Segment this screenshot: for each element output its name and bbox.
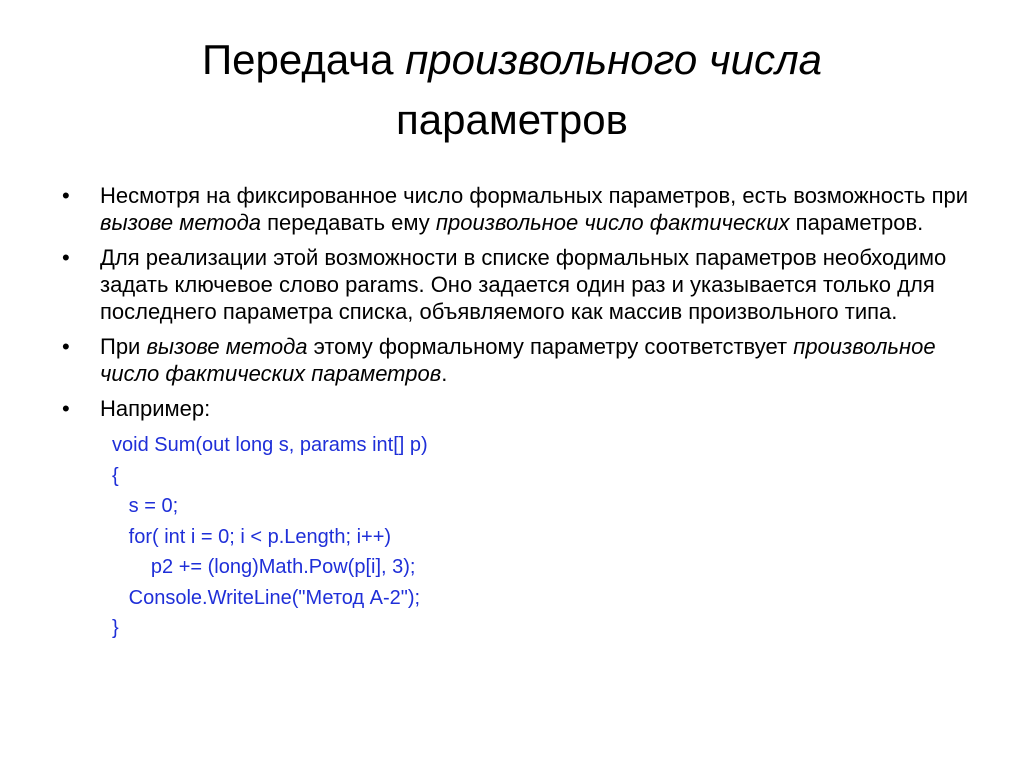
code-line: void Sum(out long s, params int[] p) [112, 434, 428, 456]
bullet-item [62, 333, 972, 387]
code-line: for( int i = 0; i < p.Length; i++) [112, 525, 392, 548]
title-part-1: Передача [201, 36, 406, 83]
slide-content [62, 182, 972, 644]
title-line-2: параметров [396, 96, 628, 143]
bullet-text: Для реализации этой возможности в списке формальных параметров необходимо задать ключевое слово params. Оно задается один раз и указывается только для последнего параметра списка, объявляемого как массив произвольного типа. [100, 245, 947, 324]
bullet-item [62, 182, 972, 236]
bullet-dot-icon: • [62, 334, 70, 359]
title-italic: произвольного числа [405, 36, 822, 83]
code-line: p2 += (long)Math.Pow(p[i], 3); [112, 556, 416, 578]
code-line: { [112, 464, 119, 487]
slide-title [60, 30, 964, 150]
bullet-emphasis: произвольное число фактических параметров [100, 334, 936, 386]
bullet-item [62, 395, 972, 422]
bullet-item [62, 244, 972, 325]
bullet-text: Несмотря на фиксированное число формальных параметров, есть возможность при [100, 183, 969, 208]
bullet-text: Например: [100, 396, 211, 421]
bullet-text: параметров. [789, 210, 924, 235]
bullet-text: При [100, 334, 147, 359]
bullet-emphasis: вызове метода [146, 334, 308, 359]
bullet-text: этому формальному параметру соответствует [307, 334, 794, 359]
code-line: Console.WriteLine("Метод A-2"); [112, 586, 421, 609]
bullet-emphasis: произвольное число фактических [435, 210, 790, 235]
bullet-dot-icon: • [62, 245, 70, 270]
bullet-dot-icon: • [62, 183, 70, 208]
bullet-dot-icon: • [62, 396, 70, 421]
bullet-text: передавать ему [261, 210, 436, 235]
code-line: } [112, 617, 119, 639]
code-block [62, 430, 972, 644]
bullet-text: . [441, 361, 448, 386]
bullet-emphasis: вызове метода [100, 210, 262, 235]
code-line: s = 0; [112, 495, 179, 517]
